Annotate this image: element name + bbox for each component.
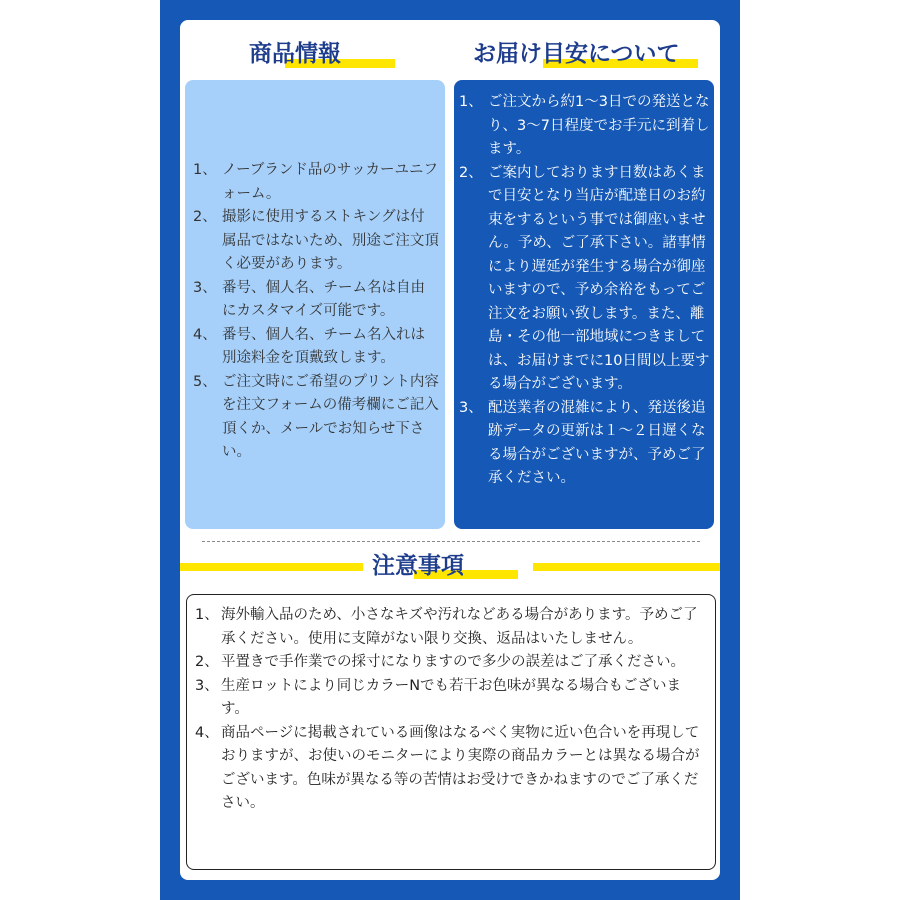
- notes-list: [195, 604, 707, 816]
- list-item: 3、 配送業者の混雑により、発送後追跡データの更新は１〜２日遅くなる場合がございますが、予めご了承ください。: [459, 399, 706, 486]
- notes-box: [186, 594, 716, 870]
- list-item: 1、 海外輸入品のため、小さなキズや汚れなどある場合があります。予めご了承ください。使用に支障がない限り交換、返品はいたしません。: [195, 607, 698, 647]
- list-item: 1、 ご注文から約1〜3日での発送となり、3〜7日程度でお手元に到着します。: [459, 94, 710, 157]
- delivery-heading: お届け目安について: [473, 40, 680, 68]
- list-item: 5、 ご注文時にご希望のプリント内容を注文フォームの備考欄にご記入頂くか、メールでお知らせ下さい。: [193, 373, 439, 460]
- list-item: 4、 商品ページに掲載されている画像はなるべく実物に近い色合いを再現しておりますが、お使いのモニターにより実際の商品カラーとは異なる場合がございます。色味が異なる等の苦情はお受けできかねますのでご了承ください。: [195, 724, 700, 811]
- list-item: 4、 番号、個人名、チーム名入れは別途料金を頂戴致します。: [193, 326, 425, 366]
- list-item: 1、 ノーブランド品のサッカーユニフォーム。: [193, 162, 439, 202]
- left-yellow-bar: [180, 563, 363, 571]
- dashed-divider: [202, 541, 700, 542]
- right-yellow-bar: [533, 563, 720, 571]
- product-info-box: [185, 80, 445, 529]
- list-item: 3、 生産ロットにより同じカラーNでも若干お色味が異なる場合もございます。: [195, 677, 682, 717]
- list-item: 2、 ご案内しております日数はあくまで目安となり当店が配達日のお約束をするという事では御座いません。予め、ご了承下さい。諸事情により遅延が発生する場合が御座いますので、予め余裕をもってご注文をお願い致します。また、離島・その他一部地域につきましては、お届けまでに10日間以上要する場合がございます。: [459, 164, 710, 392]
- list-item: 2、 撮影に使用するストキングは付属品ではないため、別途ご注文頂く必要があります。: [193, 209, 439, 272]
- product-info-list: [193, 159, 439, 465]
- notes-heading: 注意事項: [372, 552, 464, 580]
- delivery-list: [459, 91, 710, 491]
- delivery-box: [454, 80, 714, 529]
- list-item: 2、 平置きで手作業での採寸になりますので多少の誤差はご了承ください。: [195, 654, 685, 670]
- list-item: 3、 番号、個人名、チーム名は自由にカスタマイズ可能です。: [193, 279, 425, 319]
- product-info-heading: 商品情報: [249, 40, 341, 68]
